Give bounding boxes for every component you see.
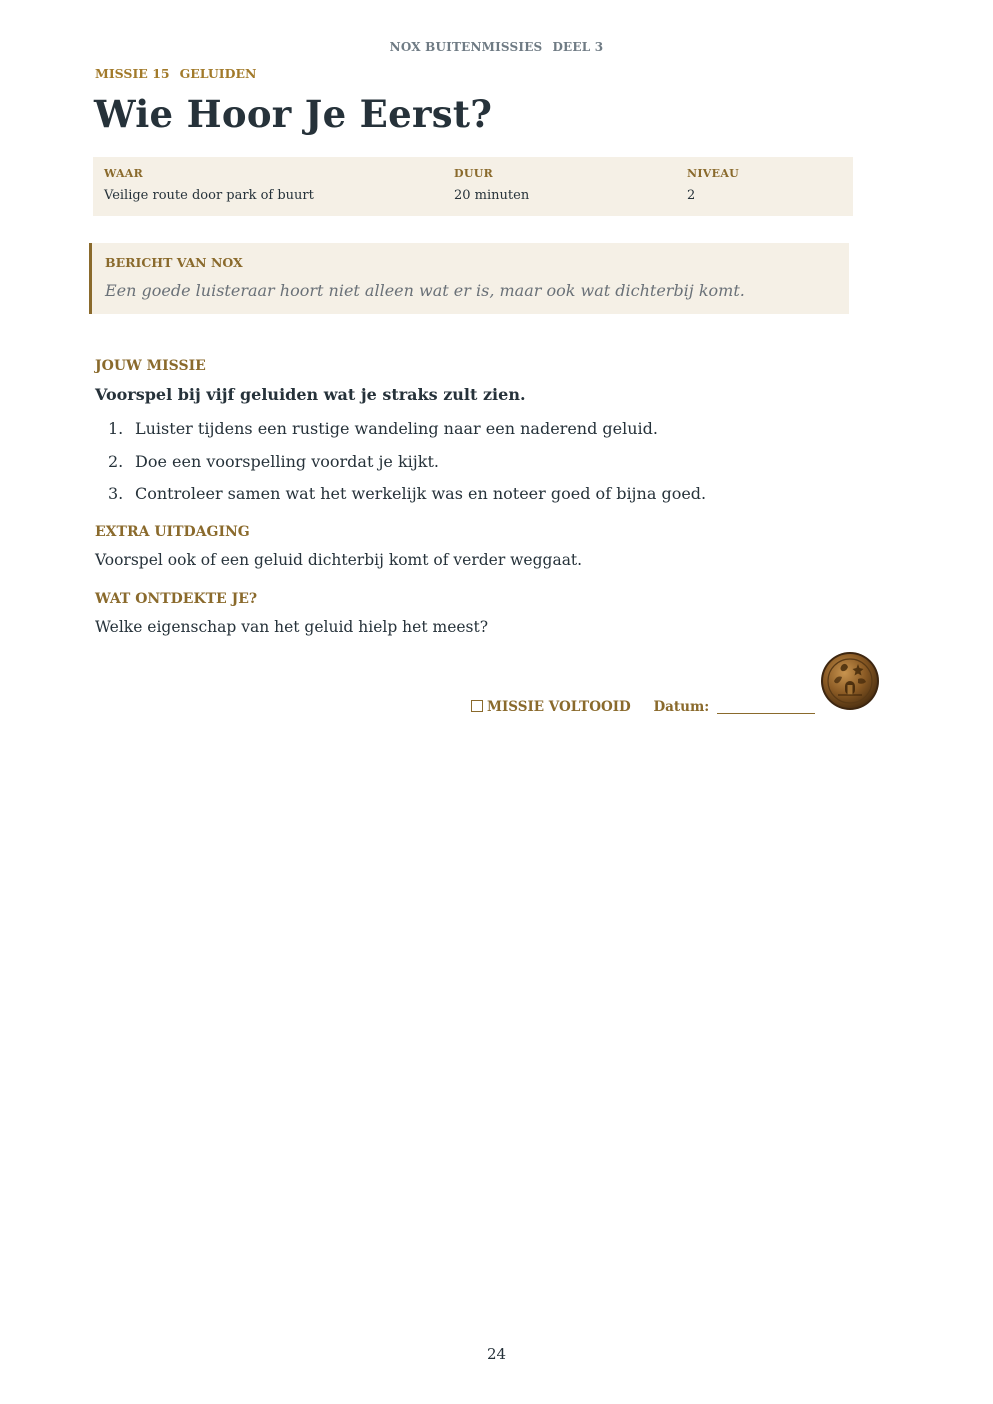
- nox-message-quote: Een goede luisteraar hoort niet alleen wat er is, maar ook wat dichterbij komt.: [105, 281, 745, 300]
- meta-duration-value: 20 minuten: [454, 188, 530, 203]
- meta-duration-label: DUUR: [454, 167, 494, 180]
- meta-level-label: NIVEAU: [687, 167, 740, 180]
- page-title: Wie Hoor Je Eerst?: [94, 92, 493, 136]
- meta-where: [104, 167, 314, 203]
- your-mission-heading: JOUW MISSIE: [95, 358, 206, 374]
- nox-message-box: [89, 243, 849, 314]
- step-text: Controleer samen wat het werkelijk was en noteer goed of bijna goed.: [135, 484, 707, 503]
- mission-kicker: [95, 66, 256, 81]
- mission-meta-box: [93, 157, 853, 216]
- bronze-medal-icon: [820, 651, 880, 711]
- step-number: 3.: [108, 484, 124, 503]
- mission-complete-checkbox[interactable]: [471, 700, 483, 712]
- page-number: 24: [486, 1345, 507, 1363]
- discovery-heading: WAT ONTDEKTE JE?: [95, 591, 258, 607]
- extra-challenge-heading: EXTRA UITDAGING: [95, 524, 250, 540]
- mission-number: MISSIE 15: [95, 66, 170, 81]
- series-title: NOX BUITENMISSIES: [389, 40, 543, 54]
- step-text: Luister tijdens een rustige wandeling naar een naderend geluid.: [135, 419, 658, 438]
- series-part: DEEL 3: [552, 40, 604, 54]
- mission-theme: GELUIDEN: [179, 66, 257, 81]
- nox-message-label: BERICHT VAN NOX: [105, 255, 243, 270]
- mission-complete-label: MISSIE VOLTOOID: [487, 699, 631, 715]
- step-text: Doe een voorspelling voordat je kijkt.: [135, 451, 439, 471]
- completion-row: [471, 699, 815, 715]
- step-number: 1.: [108, 419, 124, 438]
- discovery-text: Welke eigenschap van het geluid hielp het meest?: [95, 618, 489, 636]
- meta-level: [687, 167, 739, 203]
- date-field[interactable]: [717, 699, 815, 714]
- step-number: 2.: [108, 451, 124, 471]
- meta-duration: [454, 167, 529, 203]
- meta-level-value: 2: [687, 188, 696, 203]
- meta-where-value: Veilige route door park of buurt: [104, 188, 314, 203]
- extra-challenge-text: Voorspel ook of een geluid dichterbij komt of verder weggaat.: [95, 551, 583, 569]
- running-header: [0, 40, 993, 54]
- meta-where-label: WAAR: [104, 167, 144, 180]
- date-label: Datum:: [653, 699, 710, 715]
- mission-lead: Voorspel bij vijf geluiden wat je straks zult zien.: [95, 385, 526, 404]
